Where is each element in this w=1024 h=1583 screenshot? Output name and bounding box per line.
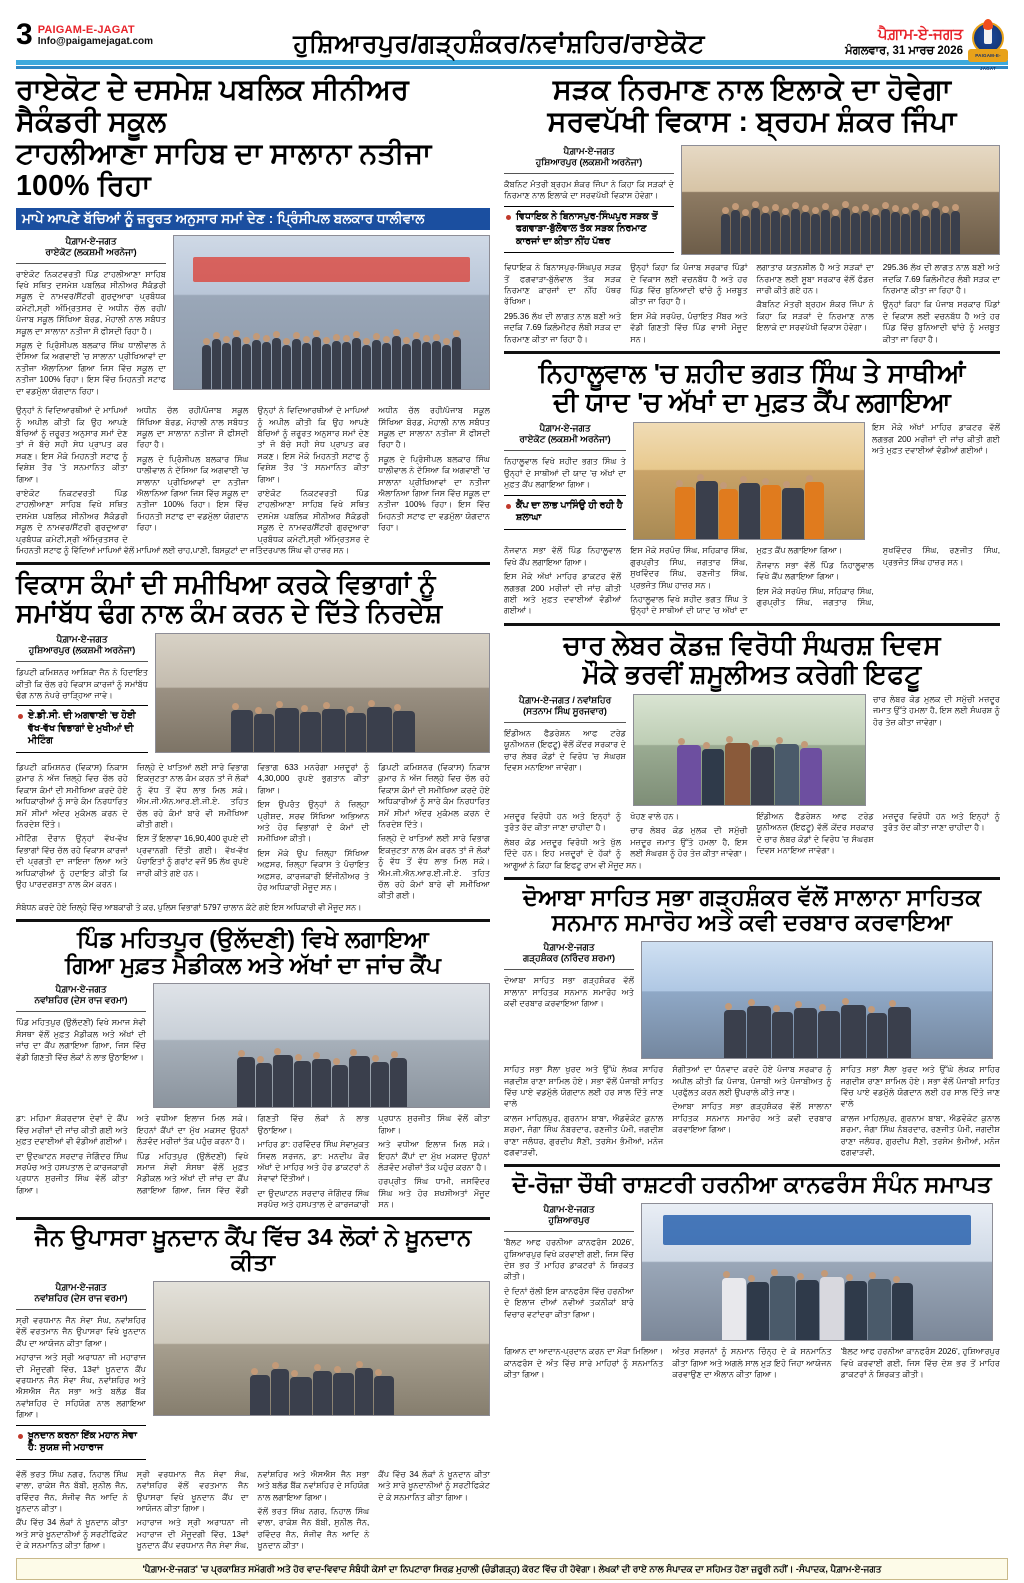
edition-names: ਹੁਸ਼ਿਆਰਪੁਰ/ਗੜ੍ਹਸ਼ੰਕਰ/ਨਵਾਂਸ਼ਹਿਰ/ਰਾਏਕੋਟ [293,30,705,58]
divider-2 [16,919,490,922]
rstory5-para-1: ਗਿਆਨ ਦਾ ਆਦਾਨ-ਪ੍ਰਦਾਨ ਕਰਨ ਦਾ ਮੌਕਾ ਮਿਲਿਆ। ਕਾਨਫਰੰਸ ਦੇ ਅੰਤ ਵਿੱਚ ਸਾਰੇ ਮਾਹਿਰਾਂ ਨੂੰ ਸਨਮਾਨਿਤ ਕੀਤਾ ਗਿਆ। [504,1347,664,1379]
story2-para-7: ਇਸ ਮੌਕੇ ਉਪ ਜ਼ਿਲ੍ਹਾ ਸਿੱਖਿਆ ਅਫ਼ਸਰ, ਜ਼ਿਲ੍ਹਾ ਵਿਕਾਸ ਤੇ ਪੰਚਾਇਤ ਅਫ਼ਸਰ, ਕਾਰਜਕਾਰੀ ਇੰਜੀਨੀਅਰ ਤੇ ਹੋਰ ਅਧਿਕਾਰੀ ਮੌਜੂਦ ਸਨ। [257,848,370,892]
story3-byline-paper: ਪੈਗ਼ਾਮ-ਏ-ਜਗਤ [55,984,107,995]
story2-para-8: ਡਿਪਟੀ ਕਮਿਸ਼ਨਰ (ਵਿਕਾਸ) ਨਿਕਾਸ ਕੁਮਾਰ ਨੇ ਅੱਜ ਜ਼ਿਲ੍ਹੇ ਵਿਚ ਚੱਲ ਰਹੇ ਵਿਕਾਸ ਕੰਮਾਂ ਦੀ ਸਮੀਖਿਆ ਕਰਦੇ ਹੋਏ ਅਧਿਕਾਰੀਆਂ ਨੂੰ ਸਾਰੇ ਕੰਮ ਨਿਰਧਾਰਿਤ ਸਮੇਂ ਸੀਮਾਂ ਅੰਦਰ ਮੁਕੰਮਲ ਕਰਨ ਦੇ ਨਿਰਦੇਸ਼ ਦਿੱਤੇ। [378,762,490,829]
story3-para-6: ਦਾ ਉਦਘਾਟਨ ਸਰਦਾਰ ਜੋਗਿੰਦਰ ਸਿੰਘ ਸਰਪੰਚ ਅਤੇ ਹਸਪਤਾਲ ਦੇ ਕਾਰਜਕਾਰੀ ਪ੍ਰਧਾਨ ਸੁਰਜੀਤ ਸਿੰਘ ਵੱਲੋਂ ਕੀਤਾ ਗਿਆ। [257,1114,490,1210]
rstory3-para-5: ਮਜ਼ਦੂਰ ਵਿਰੋਧੀ ਹਨ ਅਤੇ ਇਨ੍ਹਾਂ ਨੂੰ ਤੁਰੰਤ ਰੱਦ ਕੀਤਾ ਜਾਣਾ ਚਾਹੀਦਾ ਹੈ। [882,812,1000,833]
masthead-left [16,18,154,51]
rdivider-2 [504,623,1000,626]
rstory2-headline-line2: ਦੀ ਯਾਦ 'ਚ ਅੱਖਾਂ ਦਾ ਮੁਫ਼ਤ ਕੈਂਪ ਲਗਾਇਆ [553,387,951,418]
rstory1-para-8: ਉਨ੍ਹਾਂ ਕਿਹਾ ਕਿ ਪੰਜਾਬ ਸਰਕਾਰ ਪਿੰਡਾਂ ਦੇ ਵਿਕਾਸ ਲਈ ਵਚਨਬੱਧ ਹੈ ਅਤੇ ਹਰ ਪਿੰਡ ਵਿੱਚ ਬੁਨਿਆਦੀ ਢਾਂਚੇ ਨੂੰ ਮਜ਼ਬੂਤ ਕੀਤਾ ਜਾ ਰਿਹਾ ਹੈ। [882,300,1000,344]
story-hernia-conference [504,1172,1000,1383]
rstory1-photo-people [682,208,999,254]
divider-1 [16,562,490,565]
story-blood-donation [16,1225,490,1552]
story2-photo-people [156,707,489,752]
story4-intro-2: ਮਹਾਰਾਜ ਅਤੇ ਸ੍ਰੀ ਅਰਾਧਨਾ ਜੀ ਮਹਾਰਾਜ ਦੀ ਮੌਜੂਦਗੀ ਵਿੱਚ, 13ਵਾਂ ਖ਼ੂਨਦਾਨ ਕੈਂਪ ਵਰਧਮਾਨ ਜੈਨ ਸੇਵਾ ਸੰਘ, ਨਵਾਂਸ਼ਹਿਰ ਅਤੇ ਐਸਐਸ ਜੈਨ ਸਭਾ ਅਤੇ ਬਲੱਡ ਬੈਂਕ ਨਵਾਂਸ਼ਹਿਰ ਦੇ ਸਹਿਯੋਗ ਨਾਲ ਲਗਾਇਆ ਗਿਆ। [16,1353,146,1420]
rstory4-photo [641,941,993,1059]
story2-bullet: ਏ.ਡੀ.ਸੀ. ਦੀ ਅਗਵਾਈ 'ਚ ਹੋਈ ਵੱਖ-ਵੱਖ ਵਿਭਾਗਾਂ ਦੇ ਮੁਖੀਆਂ ਦੀ ਮੀਟਿੰਗ [16,705,148,753]
story2-photo [155,633,490,753]
rstory4-para-2: ਕਾਲਜ ਮਾਹਿਲਪੁਰ, ਗੁਰਨਾਮ ਬਾਬਾ, ਐਡਵੋਕੇਟ ਕੁਨਾਲ ਸ਼ਰਮਾ, ਜੰਗਾ ਸਿੰਘ ਨੰਬਰਦਾਰ, ਰਣਜੀਤ ਪੰਮੀ, ਜਗਦੀਸ਼ ਰਾਣਾ ਜਲੰਧਰ, ਗੁਰਦੀਪ ਸੈਣੀ, ਤਰਸੇਮ ਭੰਮੀਆਂ, ਮਨੋਜ ਫਗਵਾੜਵੀ, [504,1113,664,1157]
rstory3-para-4: ਇੰਡੀਅਨ ਫੈਡਰੇਸ਼ਨ ਆਫ ਟਰੇਡ ਯੂਨੀਅਨਜ਼ (ਇਫਟੂ) ਵੱਲੋਂ ਕੇਂਦਰ ਸਰਕਾਰ ਦੇ ਚਾਰ ਲੇਬਰ ਕੋਡਾਂ ਦੇ ਵਿਰੋਧ 'ਚ ਸੰਘਰਸ਼ ਦਿਵਸ ਮਨਾਇਆ ਜਾਵੇਗਾ। [756,812,874,856]
divider-3 [16,1217,490,1220]
story1-headline-line2: ਟਾਹਲੀਆਣਾ ਸਾਹਿਬ ਦਾ ਸਾਲਾਨਾ ਨਤੀਜਾ 100% ਰਿਹਾ [16,137,432,202]
rstory3-headline-line1: ਚਾਰ ਲੇਬਰ ਕੋਡਜ਼ ਵਿਰੋਧੀ ਸੰਘਰਸ਼ ਦਿਵਸ [563,629,941,660]
rstory5-body [504,1346,1000,1383]
rstory1-intro: ਕੈਬਨਿਟ ਮੰਤਰੀ ਬ੍ਰਹਮ ਸ਼ੰਕਰ ਜਿੰਪਾ ਨੇ ਕਿਹਾ ਕਿ ਸੜਕਾਂ ਦੇ ਨਿਰਮਾਣ ਨਾਲ ਇਲਾਕੇ ਦਾ ਸਰਵਪੱਖੀ ਵਿਕਾਸ ਹੋਵੇਗਾ। [504,179,674,201]
story2-para-1: ਡਿਪਟੀ ਕਮਿਸ਼ਨਰ (ਵਿਕਾਸ) ਨਿਕਾਸ ਕੁਮਾਰ ਨੇ ਅੱਜ ਜ਼ਿਲ੍ਹੇ ਵਿਚ ਚੱਲ ਰਹੇ ਵਿਕਾਸ ਕੰਮਾਂ ਦੀ ਸਮੀਖਿਆ ਕਰਦੇ ਹੋਏ ਅਧਿਕਾਰੀਆਂ ਨੂੰ ਸਾਰੇ ਕੰਮ ਨਿਰਧਾਰਿਤ ਸਮੇਂ ਸੀਮਾਂ ਅੰਦਰ ਮੁਕੰਮਲ ਕਰਨ ਦੇ ਨਿਰਦੇਸ਼ ਦਿੱਤੇ। [16,762,128,829]
story1-para-3: ਉਨ੍ਹਾਂ ਨੇ ਵਿਦਿਆਰਥੀਆਂ ਦੇ ਮਾਪਿਆਂ ਨੂੰ ਅਪੀਲ ਕੀਤੀ ਕਿ ਉਹ ਆਪਣੇ ਬੱਚਿਆਂ ਨੂੰ ਜ਼ਰੂਰਤ ਅਨੁਸਾਰ ਸਮਾਂ ਦੇਣ ਤਾਂ ਜੋ ਬੱਚੇ ਸਹੀ ਸੇਧ ਪ੍ਰਾਪਤ ਕਰ ਸਕਣ। ਇਸ ਮੌਕੇ ਮਿਹਨਤੀ ਸਟਾਫ ਨੂੰ ਵਿਸ਼ੇਸ਼ ਤੌਰ 'ਤੇ ਸਨਮਾਨਿਤ ਕੀਤਾ ਗਿਆ। [16,406,128,484]
rstory3-para-3: ਚਾਰ ਲੇਬਰ ਕੋਡ ਮੁਲਕ ਦੀ ਸਮੁੱਚੀ ਮਜ਼ਦੂਰ ਜਮਾਤ ਉੱਤੇ ਹਮਲਾ ਹੈ, ਇਸ ਲਈ ਸੰਘਰਸ਼ ਨੂੰ ਹੋਰ ਤੇਜ਼ ਕੀਤਾ ਜਾਵੇਗਾ। [630,826,748,859]
rstory1-headline-line1: ਸੜਕ ਨਿਰਮਾਣ ਨਾਲ ਇਲਾਕੇ ਦਾ ਹੋਵੇਗਾ [552,74,952,106]
masthead [16,0,1008,71]
story3-para-4: ਪਿੰਡ ਮਹਿਤਪੁਰ (ਉਲੱਦਣੀ) ਵਿਖੇ ਸਮਾਜ ਸੇਵੀ ਸੰਸਥਾ ਵੱਲੋਂ ਮੁਫ਼ਤ ਮੈਡੀਕਲ ਅਤੇ ਅੱਖਾਂ ਦੀ ਜਾਂਚ ਦਾ ਕੈਂਪ ਲਗਾਇਆ ਗਿਆ, ਜਿਸ ਵਿੱਚ ਵੱਡੀ ਗਿਣਤੀ ਵਿੱਚ ਲੋਕਾਂ ਨੇ ਲਾਭ ਉਠਾਇਆ। [136,1114,370,1195]
rstory3-photo [633,694,866,806]
rstory1-byline-paper: ਪੈਗ਼ਾਮ-ਏ-ਜਗਤ [563,145,615,156]
rstory3-para-1: ਮਜ਼ਦੂਰ ਵਿਰੋਧੀ ਹਨ ਅਤੇ ਇਨ੍ਹਾਂ ਨੂੰ ਤੁਰੰਤ ਰੱਦ ਕੀਤਾ ਜਾਣਾ ਚਾਹੀਦਾ ਹੈ। [504,812,622,833]
rstory4-intro: ਦੋਆਬਾ ਸਾਹਿਤ ਸਭਾ ਗੜ੍ਹਸ਼ੰਕਰ ਵੱਲੋਂ ਸਾਲਾਨਾ ਸਾਹਿਤਕ ਸਨਮਾਨ ਸਮਾਰੋਹ ਅਤੇ ਕਵੀ ਦਰਬਾਰ ਕਰਵਾਇਆ ਗਿਆ। [504,976,634,1008]
story2-headline-line2: ਸਮਾਂਬੱਧ ਢੰਗ ਨਾਲ ਕੰਮ ਕਰਨ ਦੇ ਦਿੱਤੇ ਨਿਰਦੇਸ਼ [16,598,443,629]
masthead-right-text [845,22,963,59]
story2-byline-paper: ਪੈਗ਼ਾਮ-ਏ-ਜਗਤ [56,634,108,645]
story3-para-3: ਅਤੇ ਵਧੀਆ ਇਲਾਜ ਮਿਲ ਸਕੇ। ਇਹਨਾਂ ਕੈਂਪਾਂ ਦਾ ਮੁੱਖ ਮਕਸਦ ਉਹਨਾਂ ਲੋੜਵੰਦ ਮਰੀਜ਼ਾਂ ਤੱਕ ਪਹੁੰਚ ਕਰਨਾ ਹੈ। [136,1114,249,1147]
rstory2-body [504,545,1000,616]
rstory2-byline-paper: ਪੈਗ਼ਾਮ-ਏ-ਜਗਤ [539,423,591,434]
rstory1-para-6: ਕੈਬਨਿਟ ਮੰਤਰੀ ਬ੍ਰਹਮ ਸ਼ੰਕਰ ਜਿੰਪਾ ਨੇ ਕਿਹਾ ਕਿ ਸੜਕਾਂ ਦੇ ਨਿਰਮਾਣ ਨਾਲ ਇਲਾਕੇ ਦਾ ਸਰਵਪੱਖੀ ਵਿਕਾਸ ਹੋਵੇਗਾ। [756,300,874,333]
rstory3-photo-people [634,743,865,805]
story1-para-6: ਉਨ੍ਹਾਂ ਨੇ ਵਿਦਿਆਰਥੀਆਂ ਦੇ ਮਾਪਿਆਂ ਨੂੰ ਅਪੀਲ ਕੀਤੀ ਕਿ ਉਹ ਆਪਣੇ ਬੱਚਿਆਂ ਨੂੰ ਜ਼ਰੂਰਤ ਅਨੁਸਾਰ ਸਮਾਂ ਦੇਣ ਤਾਂ ਜੋ ਬੱਚੇ ਸਹੀ ਸੇਧ ਪ੍ਰਾਪਤ ਕਰ ਸਕਣ। ਇਸ ਮੌਕੇ ਮਿਹਨਤੀ ਸਟਾਫ ਨੂੰ ਵਿਸ਼ੇਸ਼ ਤੌਰ 'ਤੇ ਸਨਮਾਨਿਤ ਕੀਤਾ ਗਿਆ। [257,406,370,484]
story-road-construction [504,75,1000,345]
story2-intro: ਡਿਪਟੀ ਕਮਿਸ਼ਨਰ ਆਸ਼ਿਕਾ ਜੈਨ ਨੇ ਹਿਦਾਇਤ ਕੀਤੀ ਕਿ ਚੱਲ ਰਹੇ ਵਿਕਾਸ ਕਾਰਜਾਂ ਨੂੰ ਸਮਾਂਬੱਧ ਢੰਗ ਨਾਲ ਨੇਪਰੇ ਚਾੜ੍ਹਿਆ ਜਾਵੇ। [16,668,148,700]
story4-para-5: ਵੱਲੋਂ ਭਰਤ ਸਿੰਘ ਨਗਰ, ਨਿਹਾਲ ਸਿੰਘ ਵਾਲਾ, ਰਾਕੇਸ਼ ਜੈਨ ਬੱਬੀ, ਸੁਨੀਲ ਜੈਨ, ਰਵਿੰਦਰ ਜੈਨ, ਸੰਜੀਵ ਜੈਨ ਆਦਿ ਨੇ ਖ਼ੂਨਦਾਨ ਕੀਤਾ। [257,1506,370,1551]
story1-body-main [16,405,490,545]
story1-photo-banner [193,257,470,281]
rstory3-para-2: ਲੇਬਰ ਕੋਡ ਮਜ਼ਦੂਰ ਵਿਰੋਧੀ ਅਤੇ ਖੁੱਲ ਦਿੰਦੇ ਹਨ। ਇਹ ਮਜ਼ਦੂਰਾਂ ਦੇ ਹੱਕਾਂ ਨੂੰ ਖੋਹਣ ਵਾਲੇ ਹਨ। [504,812,680,859]
rstory1-body [504,262,1000,345]
rstory3-byline-place: (ਸਤਨਾਮ ਸਿੰਘ ਸੂਰਜਵਾਰ) [523,706,607,716]
emblem-ribbon-label: PAIGAM-E-JAGAT [968,49,1008,62]
story4-bullet: ਖ਼ੂਨਦਾਨ ਕਰਨਾ ਇੱਕ ਮਹਾਨ ਸੇਵਾ ਹੈ: ਸੁਯਸ਼ ਜੀ ਮਹਾਰਾਜ [16,1425,146,1460]
rstory5-byline-place: ਹੁਸ਼ਿਆਰਪੁਰ [548,1215,590,1226]
story4-para-1: ਵੱਲੋਂ ਭਰਤ ਸਿੰਘ ਨਗਰ, ਨਿਹਾਲ ਸਿੰਘ ਵਾਲਾ, ਰਾਕੇਸ਼ ਜੈਨ ਬੱਬੀ, ਸੁਨੀਲ ਜੈਨ, ਰਵਿੰਦਰ ਜੈਨ, ਸੰਜੀਵ ਜੈਨ ਆਦਿ ਨੇ ਖ਼ੂਨਦਾਨ ਕੀਤਾ। [16,1469,128,1513]
rstory2-para-6: ਇਸ ਮੌਕੇ ਸਰਪੰਚ ਸਿੰਘ, ਸਹਿਕਾਰ ਸਿੰਘ, ਗੁਰਪ੍ਰੀਤ ਸਿੰਘ, ਜਗਤਾਰ ਸਿੰਘ, ਸੁਖਵਿੰਦਰ ਸਿੰਘ, ਰਣਜੀਤ ਸਿੰਘ, ਪ੍ਰਭਜੋਤ ਸਿੰਘ ਹਾਜ਼ਰ ਸਨ। [756,546,1000,607]
story4-headline: ਜੈਨ ਉਪਾਸਰਾ ਖ਼ੂਨਦਾਨ ਕੈਂਪ ਵਿੱਚ 34 ਲੋਕਾਂ ਨੇ ਖ਼ੂਨਦਾਨ ਕੀਤਾ [34,1223,472,1276]
story1-closing: ਮਿਹਨਤੀ ਸਟਾਫ ਨੂੰ ਵਿੱਦਿਆਂ ਮਾਪਿਆਂ ਵੱਲੋਂ ਮਾਪਿਆਂ ਲਈ ਚਾਹ,ਪਾਣੀ, ਬਿਸਕੁਟਾਂ ਦਾ ਜਤਿੰਦਰਪਾਲ ਸਿੰਘ ਵੀ ਹਾਜ਼ਰ ਸਨ। [16,545,350,555]
rstory2-bullet: ਕੈਂਪ ਦਾ ਲਾਭ ਪਾਸਿੰਉ ਹੀ ਰਹੀ ਹੈ ਸ਼ਲਾਘਾ [504,495,626,530]
rstory5-photo-people [642,1276,992,1340]
rstory4-photo-people [642,1005,992,1058]
rstory2-side: ਇਸ ਮੌਕੇ ਅੱਖਾਂ ਮਾਹਿਰ ਡਾਕਟਰ ਵੱਲੋਂ ਲਗਭਗ 200 ਮਰੀਜ਼ਾਂ ਦੀ ਜਾਂਚ ਕੀਤੀ ਗਈ ਅਤੇ ਮੁਫ਼ਤ ਦਵਾਈਆਂ ਵੰਡੀਆਂ ਗਈਆਂ। [872,423,1000,456]
rdivider-1 [504,351,1000,354]
page-columns [16,75,1008,1552]
story3-para-2: ਦਾ ਉਦਘਾਟਨ ਸਰਦਾਰ ਜੋਗਿੰਦਰ ਸਿੰਘ ਸਰਪੰਚ ਅਤੇ ਹਸਪਤਾਲ ਦੇ ਕਾਰਜਕਾਰੀ ਪ੍ਰਧਾਨ ਸੁਰਜੀਤ ਸਿੰਘ ਵੱਲੋਂ ਕੀਤਾ ਗਿਆ। [16,1151,128,1195]
rstory4-headline-line2: ਸਨਮਾਨ ਸਮਾਰੋਹ ਅਤੇ ਕਵੀ ਦਰਬਾਰ ਕਰਵਾਇਆ [551,909,953,936]
rstory1-headline-line2: ਸਰਵਪੱਖੀ ਵਿਕਾਸ : ਬ੍ਰਹਮ ਸ਼ੰਕਰ ਜਿੰਪਾ [547,105,957,138]
story1-byline-place: ਰਾਏਕੋਟ (ਲਕਸ਼ਮੀ ਅਰਨੇਜਾ) [45,246,137,257]
story-medical-camp [16,927,490,1211]
rstory2-byline-place: ਰਾਏਕੋਟ (ਲਕਸ਼ਮੀ ਅਰਨੇਜਾ) [519,434,611,445]
story3-byline-place: ਨਵਾਂਸ਼ਹਿਰ (ਦੇਸ ਰਾਜ ਵਰਮਾ) [34,995,128,1006]
rstory3-body [504,811,1000,860]
story1-photo-people [174,336,489,389]
rstory1-para-1: ਵਿਧਾਇਕ ਨੇ ਬਿਨਾਸਪੁਰ-ਸਿੰਘਪੁਰ ਸੜਕ ਤੋਂ ਫਗਵਾੜਾ-ਬੁੱਲੋਵਾਲ ਤੱਕ ਸੜਕ ਨਿਰਮਾਣ ਕਾਰਜਾਂ ਦਾ ਨੀਂਹ ਪੱਥਰ ਰੱਖਿਆ। [504,263,622,307]
rstory2-para-3: ਇਸ ਮੌਕੇ ਸਰਪੰਚ ਸਿੰਘ, ਸਹਿਕਾਰ ਸਿੰਘ, ਗੁਰਪ੍ਰੀਤ ਸਿੰਘ, ਜਗਤਾਰ ਸਿੰਘ, ਸੁਖਵਿੰਦਰ ਸਿੰਘ, ਰਣਜੀਤ ਸਿੰਘ, ਪ੍ਰਭਜੋਤ ਸਿੰਘ ਹਾਜ਼ਰ ਸਨ। [630,546,748,590]
contact-email: Info@paigamejagat.com [37,36,154,47]
story3-para-7: ਅਤੇ ਵਧੀਆ ਇਲਾਜ ਮਿਲ ਸਕੇ। ਇਹਨਾਂ ਕੈਂਪਾਂ ਦਾ ਮੁੱਖ ਮਕਸਦ ਉਹਨਾਂ ਲੋੜਵੰਦ ਮਰੀਜ਼ਾਂ ਤੱਕ ਪਹੁੰਚ ਕਰਨਾ ਹੈ। [378,1140,490,1172]
rdivider-3 [504,877,1000,880]
story2-para-9: ਜ਼ਿਲ੍ਹੇ ਦੇ ਖਾਤਿਆਂ ਲਈ ਸਾਰੇ ਵਿਭਾਗ ਇਕਜੁਟਤਾ ਨਾਲ ਕੰਮ ਕਰਨ ਤਾਂ ਜੋ ਲੋਕਾਂ ਨੂੰ ਵੱਧ ਤੋਂ ਵੱਧ ਲਾਭ ਮਿਲ ਸਕੇ। ਐਮ.ਜੀ.ਐਨ.ਆਰ.ਈ.ਜੀ.ਏ. ਤਹਿਤ ਚੱਲ ਰਹੇ ਕੰਮਾਂ ਬਾਰੇ ਵੀ ਸਮੀਖਿਆ ਕੀਤੀ ਗਈ। [378,834,490,901]
rstory5-intro-2: ਦੋ ਦਿਨਾਂ ਚੱਲੀ ਇਸ ਕਾਨਫਰੰਸ ਵਿੱਚ ਹਰਨੀਆ ਦੇ ਇਲਾਜ ਦੀਆਂ ਨਵੀਆਂ ਤਕਨੀਕਾਂ ਬਾਰੇ ਵਿਚਾਰ ਵਟਾਂਦਰਾ ਕੀਤਾ ਗਿਆ। [504,1286,634,1319]
torch-emblem-icon [968,22,1008,71]
rstory1-para-3: ਉਨ੍ਹਾਂ ਕਿਹਾ ਕਿ ਪੰਜਾਬ ਸਰਕਾਰ ਪਿੰਡਾਂ ਦੇ ਵਿਕਾਸ ਲਈ ਵਚਨਬੱਧ ਹੈ ਅਤੇ ਹਰ ਪਿੰਡ ਵਿੱਚ ਬੁਨਿਆਦੀ ਢਾਂਚੇ ਨੂੰ ਮਜ਼ਬੂਤ ਕੀਤਾ ਜਾ ਰਿਹਾ ਹੈ। [630,263,748,307]
story4-byline-place: ਨਵਾਂਸ਼ਹਿਰ (ਦੇਸ ਰਾਜ ਵਰਮਾ) [34,1293,128,1304]
story1-para-2: ਸਕੂਲ ਦੇ ਪ੍ਰਿੰਸੀਪਲ ਬਲਕਾਰ ਸਿੰਘ ਧਾਲੀਵਾਲ ਨੇ ਦੱਸਿਆ ਕਿ ਅਗਵਾਈ 'ਚ ਸਾਲਾਨਾ ਪ੍ਰੀਖਿਆਵਾਂ ਦਾ ਨਤੀਜਾ ਐਲਾਨਿਆ ਗਿਆ ਜਿਸ ਵਿੱਚ ਸਕੂਲ ਦਾ ਨਤੀਜਾ 100% ਰਿਹਾ। ਇਸ ਵਿੱਚ ਮਿਹਨਤੀ ਸਟਾਫ ਦਾ ਵਡਮੁੱਲਾ ਯੋਗਦਾਨ ਰਿਹਾ। [16,341,166,396]
story-eye-camp-memorial [504,359,1000,617]
story3-para-8: ਹਰਪ੍ਰੀਤ ਸਿੰਘ ਧਾਮੀ, ਜਸਵਿੰਦਰ ਸਿੰਘ ਅਤੇ ਹੋਰ ਸ਼ਖਸੀਅਤਾਂ ਮੌਜੂਦ ਸਨ। [378,1177,490,1210]
rstory4-byline-place: ਗੜ੍ਹਸ਼ੰਕਰ (ਨਰਿੰਦਰ ਸ਼ਰਮਾ) [522,953,616,964]
story-literary-honour [504,885,1000,1159]
story4-para-3: ਸ੍ਰੀ ਵਰਧਮਾਨ ਜੈਨ ਸੇਵਾ ਸੰਘ, ਨਵਾਂਸ਼ਹਿਰ ਵੱਲੋਂ ਵਰਤਮਾਨ ਜੈਨ ਉਪਾਸਰਾ ਵਿਖੇ ਖੂਨਦਾਨ ਕੈਂਪ ਦਾ ਆਯੋਜਨ ਕੀਤਾ ਗਿਆ। [136,1469,249,1513]
rstory2-para-1: ਨੌਜਵਾਨ ਸਭਾ ਵੱਲੋਂ ਪਿੰਡ ਨਿਹਾਲੂਵਾਲ ਵਿਖੇ ਕੈਂਪ ਲਗਾਇਆ ਗਿਆ। [504,546,622,567]
story4-para-6: ਕੈਂਪ ਵਿੱਚ 34 ਲੋਕਾਂ ਨੇ ਖੂਨਦਾਨ ਕੀਤਾ ਅਤੇ ਸਾਰੇ ਖੂਨਦਾਨੀਆਂ ਨੂੰ ਸਰਟੀਫਿਕੇਟ ਦੇ ਕੇ ਸਨਮਾਨਿਤ ਕੀਤਾ ਗਿਆ। [378,1469,490,1502]
rstory4-body [504,1064,1000,1158]
rstory1-para-5: ਲਗਾਤਾਰ ਯਤਨਸ਼ੀਲ ਹੈ ਅਤੇ ਸੜਕਾਂ ਦਾ ਨਿਰਮਾਣ ਲਈ ਸੂਬਾ ਸਰਕਾਰ ਵੱਲੋਂ ਫੰਡਜ਼ ਜਾਰੀ ਕੀਤੇ ਗਏ ਹਨ। [756,263,874,295]
rstory4-para-5: ਸਾਹਿਤ ਸਭਾ ਸੈਲਾ ਖੁਰਦ ਅਤੇ ਉੱਘੇ ਲੇਖਕ ਸਾਹਿਰ ਜਗਦੀਸ਼ ਰਾਣਾ ਸ਼ਾਮਿਲ ਹੋਏ। ਸਭਾ ਵੱਲੋਂ ਪੰਜਾਬੀ ਸਾਹਿਤ ਵਿੱਚ ਪਾਏ ਵਡਮੁੱਲੇ ਯੋਗਦਾਨ ਲਈ ਹਰ ਸਾਲ ਦਿੱਤੇ ਜਾਣ ਵਾਲੇ [840,1065,1000,1109]
brand-name-pa: ਪੈਗ਼ਾਮ-ਏ-ਜਗਤ [877,26,963,43]
rstory2-intro: ਨਿਹਾਲੂਵਾਲ ਵਿਖੇ ਸ਼ਹੀਦ ਭਗਤ ਸਿੰਘ ਤੇ ਉਨ੍ਹਾਂ ਦੇ ਸਾਥੀਆਂ ਦੀ ਯਾਦ 'ਚ ਅੱਖਾਂ ਦਾ ਮੁਫ਼ਤ ਕੈਂਪ ਲਗਾਇਆ ਗਿਆ। [504,457,626,490]
story1-photo [173,235,490,390]
rstory1-byline-place: ਹੁਸ਼ਿਆਰਪੁਰ (ਲਕਸ਼ਮੀ ਅਰਨੇਜਾ) [535,156,643,167]
rstory5-photo-banner [663,1215,971,1245]
story1-subheadline: ਮਾਪੇ ਆਪਣੇ ਬੱਚਿਆਂ ਨੂੰ ਜ਼ਰੂਰਤ ਅਨੁਸਾਰ ਸਮਾਂ ਦੇਣ : ਪ੍ਰਿੰਸੀਪਲ ਬਲਕਾਰ ਧਾਲੀਵਾਲ [16,208,490,230]
publication-date: ਮੰਗਲਵਾਰ, 31 ਮਾਰਚ 2026 [845,45,963,57]
rstory2-headline-line1: ਨਿਹਾਲੂਵਾਲ 'ਚ ਸ਼ਹੀਦ ਭਗਤ ਸਿੰਘ ਤੇ ਸਾਥੀਆਂ [538,358,966,389]
story2-para-2: ਮੀਟਿੰਗ ਦੌਰਾਨ ਉਨ੍ਹਾਂ ਵੱਖ-ਵੱਖ ਵਿਭਾਗਾਂ ਵਿੱਚ ਚੱਲ ਰਹੇ ਵਿਕਾਸ ਕਾਰਜਾਂ ਦੀ ਪ੍ਰਗਤੀ ਦਾ ਜਾਇਜ਼ਾ ਲਿਆ ਅਤੇ ਅਧਿਕਾਰੀਆਂ ਨੂੰ ਹਦਾਇਤ ਕੀਤੀ ਕਿ ਉਹ ਪਾਰਦਰਸ਼ਤਾ ਨਾਲ ਕੰਮ ਕਰਨ। [16,834,128,889]
story4-para-4: ਮਹਾਰਾਜ ਅਤੇ ਸ੍ਰੀ ਅਰਾਧਨਾ ਜੀ ਮਹਾਰਾਜ ਦੀ ਮੌਜੂਦਗੀ ਵਿੱਚ, 13ਵਾਂ ਖ਼ੂਨਦਾਨ ਕੈਂਪ ਵਰਧਮਾਨ ਜੈਨ ਸੇਵਾ ਸੰਘ, ਨਵਾਂਸ਼ਹਿਰ ਅਤੇ ਐਸਐਸ ਜੈਨ ਸਭਾ ਅਤੇ ਬਲੱਡ ਬੈਂਕ ਨਵਾਂਸ਼ਹਿਰ ਦੇ ਸਹਿਯੋਗ ਨਾਲ ਲਗਾਇਆ ਗਿਆ। [136,1469,370,1551]
rstory1-para-7: 295.36 ਲੱਖ ਦੀ ਲਾਗਤ ਨਾਲ਼ ਬਣੀ ਅਤੇ ਜਦਕਿ 7.69 ਕਿਲੋਮੀਟਰ ਲੰਬੀ ਸੜਕ ਦਾ ਨਿਰਮਾਣ ਕੀਤਾ ਜਾ ਰਿਹਾ ਹੈ। [882,263,1000,295]
rstory2-para-4: ਨਿਹਾਲੂਵਾਲ ਵਿਖੇ ਸ਼ਹੀਦ ਭਗਤ ਸਿੰਘ ਤੇ ਉਨ੍ਹਾਂ ਦੇ ਸਾਥੀਆਂ ਦੀ ਯਾਦ 'ਚ ਅੱਖਾਂ ਦਾ ਮੁਫ਼ਤ ਕੈਂਪ ਲਗਾਇਆ ਗਿਆ। [630,546,843,616]
story4-photo [153,1281,490,1416]
story1-byline-paper: ਪੈਗ਼ਾਮ-ਏ-ਜਗਤ [65,235,117,246]
story2-para-4: ਇਸ ਤੋਂ ਇਲਾਵਾ 16,90,400 ਰੁਪਏ ਦੀ ਪ੍ਰਵਾਨਗੀ ਦਿੱਤੀ ਗਈ। ਵੱਖ-ਵੱਖ ਪੰਚਾਇਤਾਂ ਨੂੰ ਗਰਾਂਟ ਵਜੋਂ 95 ਲੱਖ ਰੁਪਏ ਜਾਰੀ ਕੀਤੇ ਗਏ ਹਨ। [136,834,249,878]
rstory4-para-6: ਕਾਲਜ ਮਾਹਿਲਪੁਰ, ਗੁਰਨਾਮ ਬਾਬਾ, ਐਡਵੋਕੇਟ ਕੁਨਾਲ ਸ਼ਰਮਾ, ਜੰਗਾ ਸਿੰਘ ਨੰਬਰਦਾਰ, ਰਣਜੀਤ ਪੰਮੀ, ਜਗਦੀਸ਼ ਰਾਣਾ ਜਲੰਧਰ, ਗੁਰਦੀਪ ਸੈਣੀ, ਤਰਸੇਮ ਭੰਮੀਆਂ, ਮਨੋਜ ਫਗਵਾੜਵੀ, [840,1113,1000,1157]
rstory3-side: ਚਾਰ ਲੇਬਰ ਕੋਡ ਮੁਲਕ ਦੀ ਸਮੁੱਚੀ ਮਜ਼ਦੂਰ ਜਮਾਤ ਉੱਤੇ ਹਮਲਾ ਹੈ, ਇਸ ਲਈ ਸੰਘਰਸ਼ ਨੂੰ ਹੋਰ ਤੇਜ਼ ਕੀਤਾ ਜਾਵੇਗਾ। [873,695,1000,727]
footer-disclaimer: 'ਪੈਗ਼ਾਮ-ਏ-ਜਗਤ' 'ਚ ਪ੍ਰਕਾਸ਼ਿਤ ਸਮੱਗਰੀ ਅਤੇ ਹੋਰ ਵਾਦ-ਵਿਵਾਦ ਸੰਬੰਧੀ ਕੇਸਾਂ ਦਾ ਨਿਪਟਾਰਾ ਸਿਰਫ਼ ਮੁਹਾਲੀ (ਚੰਡੀਗੜ੍ਹ) ਕੋਰਟ ਵਿੱਚ ਹੀ ਹੋਵੇਗਾ। ਲੇਖਕਾਂ ਦੀ ਰਾਏ ਨਾਲ ਸੰਪਾਦਕ ਦਾ ਸਹਿਮਤ ਹੋਣਾ ਜ਼ਰੂਰੀ ਨਹੀਂ। -ਸੰਪਾਦਕ, ਪੈਗ਼ਾਮ-ਏ-ਜਗਤ [16,1558,1008,1580]
rstory1-para-4: ਇਸ ਮੌਕੇ ਸਰਪੰਚ, ਪੰਚਾਇਤ ਮੈਂਬਰ ਅਤੇ ਵੱਡੀ ਗਿਣਤੀ ਵਿੱਚ ਪਿੰਡ ਵਾਸੀ ਮੌਜੂਦ ਸਨ। [630,311,748,344]
story3-para-5: ਮਾਹਿਰ ਡਾ: ਹਰਵਿੰਦਰ ਸਿੰਘ ਸੇਵਾਮੁਕਤ ਸਿਵਲ ਸਰਜਨ, ਡਾ: ਮਨਦੀਪ ਕੌਰ ਅੱਖਾਂ ਦੇ ਮਾਹਿਰ ਅਤੇ ਹੋਰ ਡਾਕਟਰਾਂ ਨੇ ਸੇਵਾਵਾਂ ਦਿੱਤੀਆਂ। [257,1140,370,1184]
story1-para-7: ਰਾਏਕੋਟ ਨਿਕਟਵਰਤੀ ਪਿੰਡ ਟਾਹਲੀਆਣਾ ਸਾਹਿਬ ਵਿਖੇ ਸਥਿਤ ਦਸਮੇਸ਼ ਪਬਲਿਕ ਸੀਨੀਅਰ ਸੈਕੰਡਰੀ ਸਕੂਲ ਦੇ ਨਾਮਵਰ/ਸੈਂਟਰੀ ਗੁਰਦੁਆਰਾ ਪ੍ਰਬੰਧਕ ਕਮੇਟੀ,ਸ੍ਰੀ ਅੰਮ੍ਰਿਤਸਰ ਦੇ ਅਧੀਨ ਚੱਲ ਰਹੀ/ਪੰਜਾਬ ਸਕੂਲ ਸਿੱਖਿਆ ਬੋਰਡ, ਮੋਹਾਲੀ ਨਾਲ ਸਬੰਧਤ ਸਕੂਲ ਦਾ ਸਾਲਾਨਾ ਨਤੀਜਾ ਸੌ ਫੀਸਦੀ ਰਿਹਾ ਹੈ। [257,406,490,544]
rstory5-byline-paper: ਪੈਗ਼ਾਮ-ਏ-ਜਗਤ [543,1204,595,1215]
story1-para-4: ਰਾਏਕੋਟ ਨਿਕਟਵਰਤੀ ਪਿੰਡ ਟਾਹਲੀਆਣਾ ਸਾਹਿਬ ਵਿਖੇ ਸਥਿਤ ਦਸਮੇਸ਼ ਪਬਲਿਕ ਸੀਨੀਅਰ ਸੈਕੰਡਰੀ ਸਕੂਲ ਦੇ ਨਾਮਵਰ/ਸੈਂਟਰੀ ਗੁਰਦੁਆਰਾ ਪ੍ਰਬੰਧਕ ਕਮੇਟੀ,ਸ੍ਰੀ ਅੰਮ੍ਰਿਤਸਰ ਦੇ ਅਧੀਨ ਚੱਲ ਰਹੀ/ਪੰਜਾਬ ਸਕੂਲ ਸਿੱਖਿਆ ਬੋਰਡ, ਮੋਹਾਲੀ ਨਾਲ ਸਬੰਧਤ ਸਕੂਲ ਦਾ ਸਾਲਾਨਾ ਨਤੀਜਾ ਸੌ ਫੀਸਦੀ ਰਿਹਾ ਹੈ। [16,406,249,544]
story-school-result [16,75,490,556]
rstory5-para-2: ਅੰਤਰ ਸਰਜਨਾਂ ਨੂੰ ਸਨਮਾਨ ਚਿੰਨ੍ਹ ਦੇ ਕੇ ਸਨਮਾਨਿਤ ਕੀਤਾ ਗਿਆ ਅਤੇ ਅਗਲੇ ਸਾਲ ਮੁੜ ਇਹੋ ਜਿਹਾ ਆਯੋਜਨ ਕਰਵਾਉਣ ਦਾ ਐਲਾਨ ਕੀਤਾ ਗਿਆ। [672,1347,832,1379]
story1-para-5: ਸਕੂਲ ਦੇ ਪ੍ਰਿੰਸੀਪਲ ਬਲਕਾਰ ਸਿੰਘ ਧਾਲੀਵਾਲ ਨੇ ਦੱਸਿਆ ਕਿ ਅਗਵਾਈ 'ਚ ਸਾਲਾਨਾ ਪ੍ਰੀਖਿਆਵਾਂ ਦਾ ਨਤੀਜਾ ਐਲਾਨਿਆ ਗਿਆ ਜਿਸ ਵਿੱਚ ਸਕੂਲ ਦਾ ਨਤੀਜਾ 100% ਰਿਹਾ। ਇਸ ਵਿੱਚ ਮਿਹਨਤੀ ਸਟਾਫ ਦਾ ਵਡਮੁੱਲਾ ਯੋਗਦਾਨ ਰਿਹਾ। [136,454,249,533]
story4-body [16,1469,490,1552]
left-column [16,75,490,1552]
brand-name-en: PAIGAM-E-JAGAT [37,24,135,36]
rstory4-para-3: ਸੰਗੀਤਆਂ ਦਾ ਧੰਨਵਾਦ ਕਰਦੇ ਹੋਏ ਪੰਜਾਬ ਸਰਕਾਰ ਨੂੰ ਅਪੀਲ ਕੀਤੀ ਕਿ ਪੰਜਾਬ, ਪੰਜਾਬੀ ਅਤੇ ਪੰਜਾਬੀਅਤ ਨੂੰ ਪ੍ਰਫੁੱਲਤ ਕਰਨ ਲਈ ਉਪਰਾਲੇ ਕੀਤੇ ਜਾਣ। [672,1065,832,1097]
rstory3-headline-line2: ਮੌਕੇ ਭਰਵੀਂ ਸ਼ਮੂਲੀਅਤ ਕਰੇਗੀ ਇਫਟੂ [582,658,922,689]
story3-headline-line2: ਗਿਆ ਮੁਫ਼ਤ ਮੈਡੀਕਲ ਅਤੇ ਅੱਖਾਂ ਦਾ ਜਾਂਚ ਕੈਂਪ [64,951,442,978]
rstory4-headline-line1: ਦੋਆਬਾ ਸਾਹਿਤ ਸਭਾ ਗੜ੍ਹਸ਼ੰਕਰ ਵੱਲੋਂ ਸਾਲਾਨਾ ਸਾਹਿਤਕ [522,883,982,910]
story3-body [16,1113,490,1210]
rstory2-para-2: ਇਸ ਮੌਕੇ ਅੱਖਾਂ ਮਾਹਿਰ ਡਾਕਟਰ ਵੱਲੋਂ ਲਗਭਗ 200 ਮਰੀਜ਼ਾਂ ਦੀ ਜਾਂਚ ਕੀਤੀ ਗਈ ਅਤੇ ਮੁਫ਼ਤ ਦਵਾਈਆਂ ਵੰਡੀਆਂ ਗਈਆਂ। [504,572,622,616]
rdivider-4 [504,1164,1000,1167]
story-development-review [16,570,490,913]
story2-para-5: ਵਿਭਾਗ 633 ਮਨਰੇਗਾ ਮਜ਼ਦੂਰਾਂ ਨੂੰ 4,30,000 ਰੁਪਏ ਭੁਗਤਾਨ ਕੀਤਾ ਗਿਆ। [257,762,370,795]
story2-para-6: ਇਸ ਉਪਰੰਤ ਉਨ੍ਹਾਂ ਨੇ ਜ਼ਿਲ੍ਹਾ ਪ੍ਰੀਸ਼ਦ, ਸਰਵ ਸਿੱਖਿਆ ਅਭਿਆਨ ਅਤੇ ਹੋਰ ਵਿਭਾਗਾਂ ਦੇ ਕੰਮਾਂ ਦੀ ਸਮੀਖਿਆ ਕੀਤੀ। [257,800,370,844]
story3-photo [153,983,490,1108]
story4-intro: ਸ੍ਰੀ ਵਰਧਮਾਨ ਜੈਨ ਸੇਵਾ ਸੰਘ, ਨਵਾਂਸ਼ਹਿਰ ਵੱਲੋਂ ਵਰਤਮਾਨ ਜੈਨ ਉਪਾਸਰਾ ਵਿਖੇ ਖੂਨਦਾਨ ਕੈਂਪ ਦਾ ਆਯੋਜਨ ਕੀਤਾ ਗਿਆ। [16,1316,146,1348]
rstory1-photo [681,145,1000,255]
right-column [504,75,1000,1552]
story3-para-1: ਡਾ: ਮਹਿਮਾ ਸ਼ੰਕਰਦਾਸ ਦੇਵਾਂ ਦੇ ਕੈਂਪ ਵਿੱਚ ਮਰੀਜ਼ਾਂ ਦੀ ਜਾਂਚ ਕੀਤੀ ਗਈ ਅਤੇ ਮੁਫ਼ਤ ਦਵਾਈਆਂ ਵੀ ਵੰਡੀਆਂ ਗਈਆਂ। [16,1114,128,1147]
story2-byline-place: ਹੁਸ਼ਿਆਰਪੁਰ (ਲਕਸ਼ਮੀ ਅਰਨੇਜਾ) [28,645,136,656]
rstory4-para-1: ਸਾਹਿਤ ਸਭਾ ਸੈਲਾ ਖੁਰਦ ਅਤੇ ਉੱਘੇ ਲੇਖਕ ਸਾਹਿਰ ਜਗਦੀਸ਼ ਰਾਣਾ ਸ਼ਾਮਿਲ ਹੋਏ। ਸਭਾ ਵੱਲੋਂ ਪੰਜਾਬੀ ਸਾਹਿਤ ਵਿੱਚ ਪਾਏ ਵਡਮੁੱਲੇ ਯੋਗਦਾਨ ਲਈ ਹਰ ਸਾਲ ਦਿੱਤੇ ਜਾਣ ਵਾਲੇ [504,1065,664,1109]
rstory4-byline-paper: ਪੈਗ਼ਾਮ-ਏ-ਜਗਤ [543,942,595,953]
masthead-brand-block [38,22,153,48]
story4-photo-people [154,1368,489,1415]
rstory2-photo [633,422,865,540]
rstory1-bullet: ਵਿਧਾਇਕ ਨੇ ਬਿਨਾਸਪੁਰ-ਸਿੰਘਪੁਰ ਸੜਕ ਤੋਂ ਫਗਵਾੜਾ-ਬੁੱਲੋਵਾਲ ਤੱਕ ਸੜਕ ਨਿਰਮਾਣ ਕਾਰਜਾਂ ਦਾ ਕੀਤਾ ਨੀਂਹ ਪੱਥਰ [504,206,674,254]
rstory5-intro: 'ਬੈਲਟ ਆਫ ਹਰਨੀਆ ਕਾਨਫਰੰਸ 2026', ਹੁਸ਼ਿਆਰਪੁਰ ਵਿਖੇ ਕਰਵਾਈ ਗਈ, ਜਿਸ ਵਿੱਚ ਦੇਸ਼ ਭਰ ਤੋਂ ਮਾਹਿਰ ਡਾਕਟਰਾਂ ਨੇ ਸ਼ਿਰਕਤ ਕੀਤੀ। [504,1238,634,1282]
rstory3-closing: ਆਗੂਆਂ ਨੇ ਕਿਹਾ ਕਿ ਇਫਟੂ ਰਾਮ ਵੀ ਮੌਜੂਦ ਸਨ। [504,860,642,870]
rstory4-para-4: ਦੋਆਬਾ ਸਾਹਿਤ ਸਭਾ ਗੜ੍ਹਸ਼ੰਕਰ ਵੱਲੋਂ ਸਾਲਾਨਾ ਸਾਹਿਤਕ ਸਨਮਾਨ ਸਮਾਰੋਹ ਅਤੇ ਕਵੀ ਦਰਬਾਰ ਕਰਵਾਇਆ ਗਿਆ। [672,1102,832,1135]
rstory5-headline: ਦੋ-ਰੋਜ਼ਾ ਚੌਥੀ ਰਾਸ਼ਟਰੀ ਹਰਨੀਆ ਕਾਨਫਰੰਸ ਸੰਪੰਨ ਸਮਾਪਤ [512,1171,992,1198]
story1-para-1: ਰਾਏਕੋਟ ਨਿਕਟਵਰਤੀ ਪਿੰਡ ਟਾਹਲੀਆਣਾ ਸਾਹਿਬ ਵਿਖੇ ਸਥਿਤ ਦਸਮੇਸ਼ ਪਬਲਿਕ ਸੀਨੀਅਰ ਸੈਕੰਡਰੀ ਸਕੂਲ ਦੇ ਨਾਮਵਰ/ਸੈਂਟਰੀ ਗੁਰਦੁਆਰਾ ਪ੍ਰਬੰਧਕ ਕਮੇਟੀ,ਸ੍ਰੀ ਅੰਮ੍ਰਿਤਸਰ ਦੇ ਅਧੀਨ ਚੱਲ ਰਹੀ/ਪੰਜਾਬ ਸਕੂਲ ਸਿੱਖਿਆ ਬੋਰਡ, ਮੋਹਾਲੀ ਨਾਲ ਸਬੰਧਤ ਸਕੂਲ ਦਾ ਸਾਲਾਨਾ ਨਤੀਜਾ ਸੌ ਫੀਸਦੀ ਰਿਹਾ ਹੈ। [16,269,166,336]
masthead-rule-2 [16,66,1008,69]
story1-headline-line1: ਰਾਏਕੋਟ ਦੇ ਦਸਮੇਸ਼ ਪਬਲਿਕ ਸੀਨੀਅਰ ਸੈਕੰਡਰੀ ਸਕੂਲ [16,74,409,138]
story2-closing: ਸੰਬੋਧਨ ਕਰਦੇ ਹੋਏ ਜ਼ਿਲ੍ਹੇ ਵਿੱਚ ਆਬਕਾਰੀ ਤੇ ਕਰ, ਪੁਲਿਸ ਵਿਭਾਗਾਂ 5797 ਚਾਲਾਨ ਕੱਟੇ ਗਏ ਇਸ ਅਧਿਕਾਰੀ ਵੀ ਮੌਜੂਦ ਸਨ। [16,902,362,912]
story2-para-3: ਜ਼ਿਲ੍ਹੇ ਦੇ ਖਾਤਿਆਂ ਲਈ ਸਾਰੇ ਵਿਭਾਗ ਇਕਜੁਟਤਾ ਨਾਲ ਕੰਮ ਕਰਨ ਤਾਂ ਜੋ ਲੋਕਾਂ ਨੂੰ ਵੱਧ ਤੋਂ ਵੱਧ ਲਾਭ ਮਿਲ ਸਕੇ। ਐਮ.ਜੀ.ਐਨ.ਆਰ.ਈ.ਜੀ.ਏ. ਤਹਿਤ ਚੱਲ ਰਹੇ ਕੰਮਾਂ ਬਾਰੇ ਵੀ ਸਮੀਖਿਆ ਕੀਤੀ ਗਈ। [136,762,249,829]
story4-byline-paper: ਪੈਗ਼ਾਮ-ਏ-ਜਗਤ [55,1282,107,1293]
story3-headline-line1: ਪਿੰਡ ਮਹਿਤਪੁਰ (ਉਲੱਦਣੀ) ਵਿਖੇ ਲਗਾਇਆ [77,925,429,952]
story-labour-codes [504,631,1000,871]
story3-photo-people [154,1055,489,1107]
story4-para-2: ਕੈਂਪ ਵਿੱਚ 34 ਲੋਕਾਂ ਨੇ ਖੂਨਦਾਨ ਕੀਤਾ ਅਤੇ ਸਾਰੇ ਖੂਨਦਾਨੀਆਂ ਨੂੰ ਸਰਟੀਫਿਕੇਟ ਦੇ ਕੇ ਸਨਮਾਨਿਤ ਕੀਤਾ ਗਿਆ। [16,1518,128,1551]
rstory1-para-2: 295.36 ਲੱਖ ਦੀ ਲਾਗਤ ਨਾਲ਼ ਬਣੀ ਅਤੇ ਜਦਕਿ 7.69 ਕਿਲੋਮੀਟਰ ਲੰਬੀ ਸੜਕ ਦਾ ਨਿਰਮਾਣ ਕੀਤਾ ਜਾ ਰਿਹਾ ਹੈ। [504,311,622,344]
rstory5-para-3: 'ਬੈਲਟ ਆਫ ਹਰਨੀਆ ਕਾਨਫਰੰਸ 2026', ਹੁਸ਼ਿਆਰਪੁਰ ਵਿਖੇ ਕਰਵਾਈ ਗਈ, ਜਿਸ ਵਿੱਚ ਦੇਸ਼ ਭਰ ਤੋਂ ਮਾਹਿਰ ਡਾਕਟਰਾਂ ਨੇ ਸ਼ਿਰਕਤ ਕੀਤੀ। [840,1347,1000,1379]
rstory2-photo-people [634,481,864,539]
story1-para-8: ਸਕੂਲ ਦੇ ਪ੍ਰਿੰਸੀਪਲ ਬਲਕਾਰ ਸਿੰਘ ਧਾਲੀਵਾਲ ਨੇ ਦੱਸਿਆ ਕਿ ਅਗਵਾਈ 'ਚ ਸਾਲਾਨਾ ਪ੍ਰੀਖਿਆਵਾਂ ਦਾ ਨਤੀਜਾ ਐਲਾਨਿਆ ਗਿਆ ਜਿਸ ਵਿੱਚ ਸਕੂਲ ਦਾ ਨਤੀਜਾ 100% ਰਿਹਾ। ਇਸ ਵਿੱਚ ਮਿਹਨਤੀ ਸਟਾਫ ਦਾ ਵਡਮੁੱਲਾ ਯੋਗਦਾਨ ਰਿਹਾ। [378,454,490,533]
rstory2-para-5: ਨੌਜਵਾਨ ਸਭਾ ਵੱਲੋਂ ਪਿੰਡ ਨਿਹਾਲੂਵਾਲ ਵਿਖੇ ਕੈਂਪ ਲਗਾਇਆ ਗਿਆ। [756,560,874,582]
rstory5-photo [641,1203,993,1341]
story2-headline-line1: ਵਿਕਾਸ ਕੰਮਾਂ ਦੀ ਸਮੀਖਿਆ ਕਰਕੇ ਵਿਭਾਗਾਂ ਨੂੰ [16,568,436,599]
page-number: 3 [16,18,32,51]
story2-body [16,762,490,902]
masthead-right [845,22,1008,71]
rstory3-intro: ਇੰਡੀਅਨ ਫੈਡਰੇਸ਼ਨ ਆਫ ਟਰੇਡ ਯੂਨੀਅਨਜ਼ (ਇਫਟੂ) ਵੱਲੋਂ ਕੇਂਦਰ ਸਰਕਾਰ ਦੇ ਚਾਰ ਲੇਬਰ ਕੋਡਾਂ ਦੇ ਵਿਰੋਧ 'ਚ ਸੰਘਰਸ਼ ਦਿਵਸ ਮਨਾਇਆ ਜਾਵੇਗਾ। [504,729,626,773]
story3-intro: ਪਿੰਡ ਮਹਿਤਪੁਰ (ਉਲੱਦਣੀ) ਵਿਖੇ ਸਮਾਜ ਸੇਵੀ ਸੰਸਥਾ ਵੱਲੋਂ ਮੁਫ਼ਤ ਮੈਡੀਕਲ ਅਤੇ ਅੱਖਾਂ ਦੀ ਜਾਂਚ ਦਾ ਕੈਂਪ ਲਗਾਇਆ ਗਿਆ, ਜਿਸ ਵਿੱਚ ਵੱਡੀ ਗਿਣਤੀ ਵਿੱਚ ਲੋਕਾਂ ਨੇ ਲਾਭ ਉਠਾਇਆ। [16,1018,146,1062]
story1-body-left [16,269,166,400]
rstory3-byline-paper: ਪੈਗ਼ਾਮ-ਏ-ਜਗਤ / ਨਵਾਂਸ਼ਹਿਰ [518,695,612,705]
